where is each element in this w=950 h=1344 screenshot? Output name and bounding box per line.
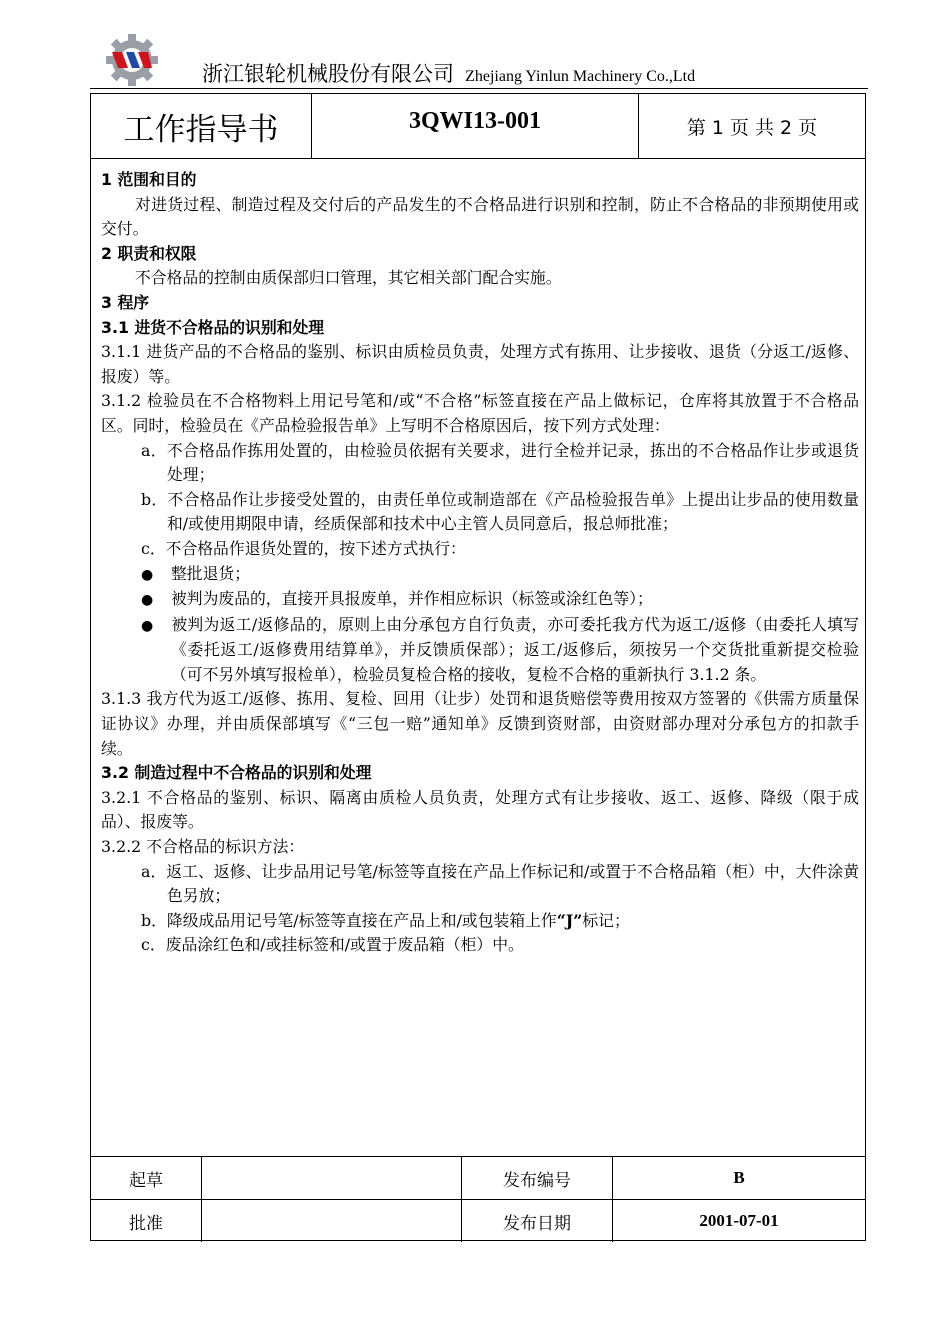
company-name-zh: 浙江银轮机械股份有限公司 <box>202 62 454 86</box>
section-2-text: 不合格品的控制由质保部归口管理，其它相关部门配合实施。 <box>135 268 562 288</box>
page-header <box>100 30 870 88</box>
header-divider <box>90 88 868 89</box>
list-item-b: b．不合格品作让步接受处置的，由责任单位或制造部在《产品检验报告单》上提出让步品的使用数量和/或使用期限申请，经质保部和技术中心主管人员同意后，报总师批准； <box>141 489 859 534</box>
document-frame <box>90 93 866 1241</box>
list-item-a: a．不合格品作拣用处置的，由检验员依据有关要求，进行全检并记录，拣出的不合格品作让步或退货处理； <box>141 440 859 485</box>
bullet-dot-icon: ● <box>141 617 154 634</box>
issue-no-value: B <box>733 1168 745 1187</box>
title-row <box>91 94 865 159</box>
doc-code: 3QWI13-001 <box>312 94 639 158</box>
approve-value <box>202 1200 462 1242</box>
list-item-2a: a．返工、返修、让步品用记号笔/标签等直接在产品上作标记和/或置于不合格品箱（柜）中，大件涂黄色另放； <box>141 861 859 906</box>
company-name <box>202 58 695 88</box>
section-3-2-title: 3.2 制造过程中不合格品的识别和处理 <box>101 763 372 783</box>
list-item-2c: c．废品涂红色和/或挂标签和/或置于废品箱（柜）中。 <box>141 935 524 955</box>
paragraph-3-1-3: 3.1.3 我方代为返工/返修、拣用、复检、回用（让步）处罚和退货赔偿等费用按双方签署的《供需方质量保证协议》办理，并由质保部填写《“三包一赔”通知单》反馈到资财部，由资财部办理对分承包方的扣款手续。 <box>101 689 859 758</box>
bullet-text: 整批退货； <box>171 563 250 583</box>
signature-row <box>91 1157 865 1199</box>
company-name-en: Zhejiang Yinlun Machinery Co.,Ltd <box>465 68 696 85</box>
doc-type: 工作指导书 <box>91 94 312 158</box>
section-3-1-title: 3.1 进货不合格品的识别和处理 <box>101 317 325 337</box>
paragraph-3-1-2: 3.1.2 检验员在不合格物料上用记号笔和/或“不合格”标签直接在产品上做标记，仓库将其放置于不合格品区。同时，检验员在《产品检验报告单》上写明不合格原因后，按下列方式处理： <box>101 391 859 435</box>
issue-no-label: 发布编号 <box>462 1157 613 1199</box>
bullet-dot-icon: ● <box>141 592 154 609</box>
approve-label: 批准 <box>91 1200 202 1242</box>
list-item-2b-mark: “J” <box>556 910 583 930</box>
section-1-title: 1 范围和目的 <box>101 170 197 189</box>
bullet-item <box>101 613 859 688</box>
signature-table <box>91 1156 865 1241</box>
section-3-title: 3 程序 <box>101 292 150 312</box>
list-item-c: c．不合格品作退货处置的，按下述方式执行： <box>141 538 466 558</box>
section-2-title: 2 职责和权限 <box>101 243 197 263</box>
paragraph-3-1-1: 3.1.1 进货产品的不合格品的鉴别、标识由质检员负责，处理方式有拣用、让步接收、退货（分返工/返修、报废）等。 <box>101 342 859 386</box>
bullet-item <box>101 587 859 613</box>
paragraph-3-2-1: 3.2.1 不合格品的鉴别、标识、隔离由质检人员负责，处理方式有让步接收、返工、返修、降级（限于成品）、报废等。 <box>101 787 859 832</box>
list-item-2b <box>101 909 859 934</box>
bullet-text: 被判为返工/返修品的，原则上由分承包方自行负责，亦可委托我方代为返工/返修（由委托人填写《委托返工/返修费用结算单》，并反馈质保部）；返工/返修后，须按另一个交货批重新提交检验（可不另外填写报检单），检验员复检合格的接收，复检不合格的重新执行 3.1.2 条。 <box>171 614 859 684</box>
issue-date-label: 发布日期 <box>462 1200 613 1242</box>
issue-date-value: 2001-07-01 <box>699 1211 779 1230</box>
paragraph-3-2-2: 3.2.2 不合格品的标识方法： <box>101 837 305 857</box>
document-body <box>101 168 859 958</box>
bullet-item <box>101 562 859 588</box>
bullet-text: 被判为废品的，直接开具报废单，并作相应标识（标签或涂红色等）； <box>171 589 653 609</box>
page-info: 第 1 页 共 2 页 <box>686 116 818 139</box>
bullet-dot-icon: ● <box>141 566 154 583</box>
draft-value <box>202 1157 462 1199</box>
section-1-text: 对进货过程、制造过程及交付后的产品发生的不合格品进行识别和控制，防止不合格品的非预期使用或交付。 <box>101 194 859 239</box>
list-item-2b-pre: b．降级成品用记号笔/标签等直接在产品上和/或包装箱上作 <box>141 910 557 930</box>
list-item-2b-post: 标记； <box>582 910 630 930</box>
signature-row <box>91 1199 865 1242</box>
company-logo-icon <box>104 32 160 88</box>
draft-label: 起草 <box>91 1157 202 1199</box>
